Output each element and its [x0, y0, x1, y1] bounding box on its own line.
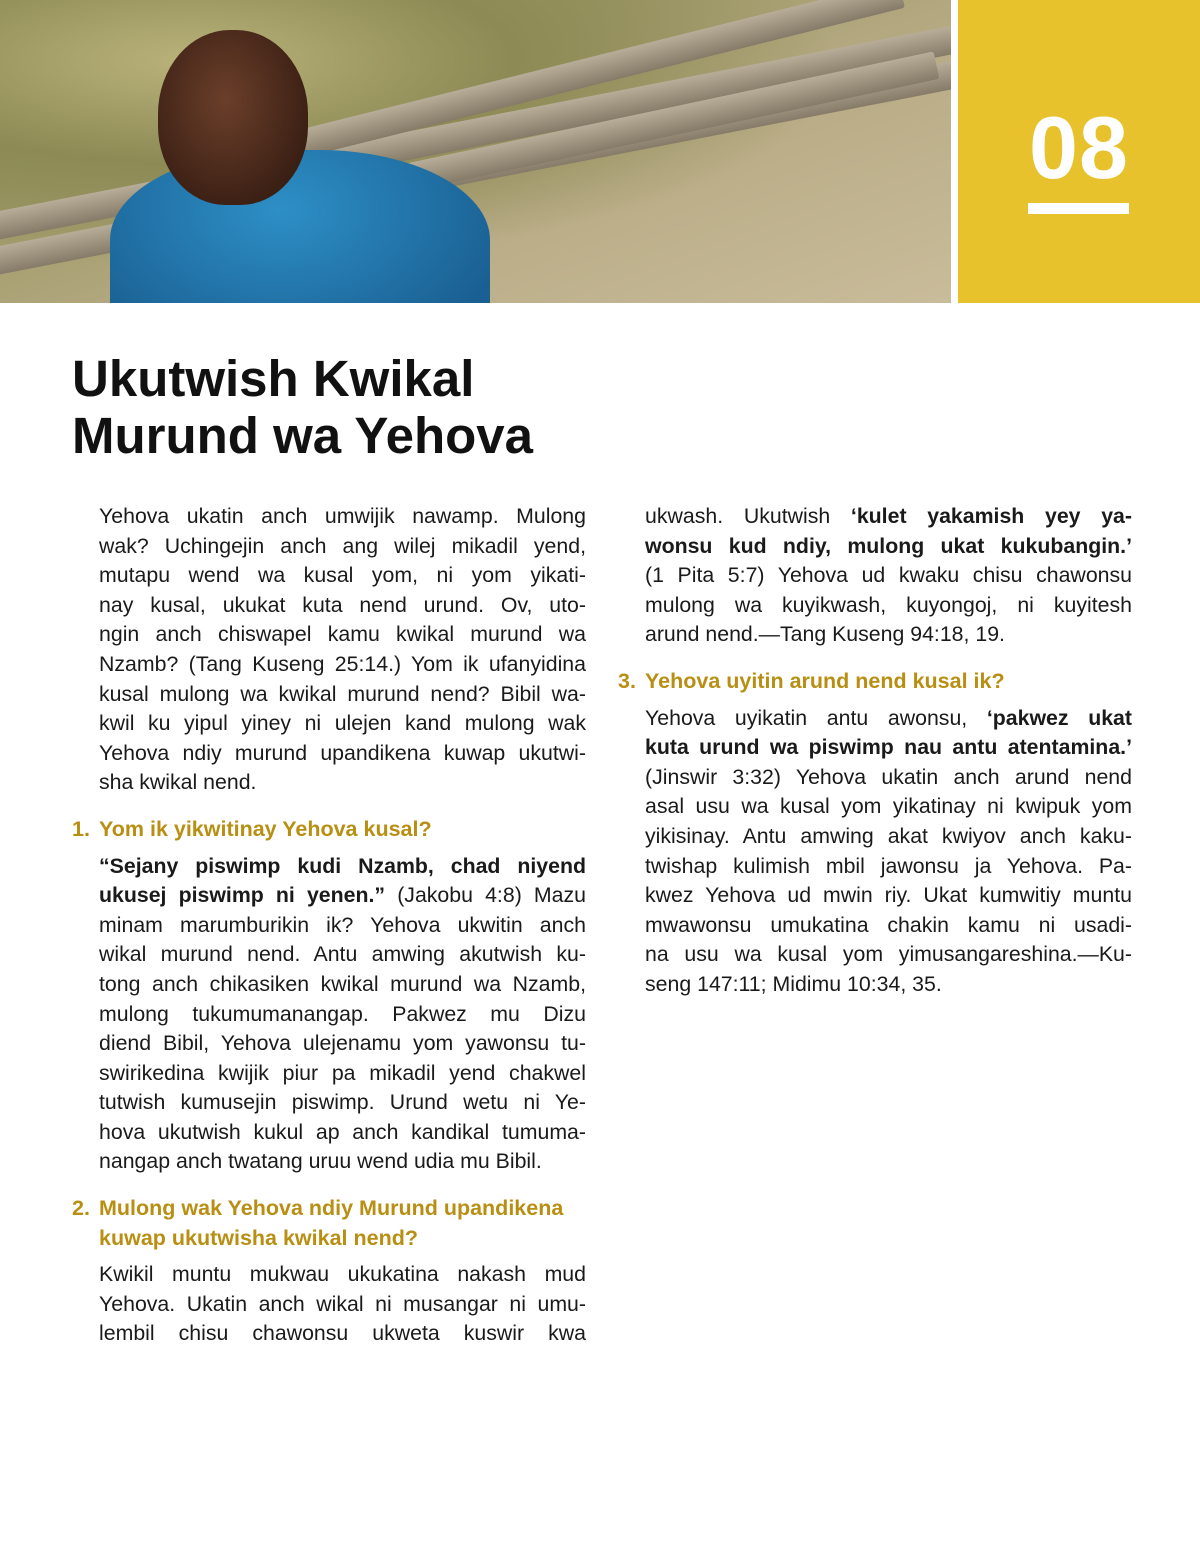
- body-text: tong anch chikasiken kwikal murund wa Nzamb,: [99, 971, 586, 996]
- body-text: kwil ku yipul yiney ni ulejen kand mulong wak: [99, 711, 586, 736]
- body-text: ukwash. Ukutwish: [645, 504, 851, 528]
- text-line: [645, 763, 1132, 793]
- text-line: [99, 768, 586, 798]
- bold-scripture-text: kuta urund wa piswimp nau antu atentamina.’: [645, 735, 1132, 760]
- text-line: [645, 881, 1132, 911]
- text-line: [99, 680, 586, 710]
- paragraph: [99, 502, 586, 798]
- left-column: [72, 502, 586, 1349]
- text-line: [99, 1059, 586, 1089]
- body-text: Yehova uyikatin antu awonsu,: [645, 705, 987, 730]
- page-title: [72, 350, 533, 464]
- bold-scripture-text: wonsu kud ndiy, mulong ukat kukubangin.’: [645, 533, 1132, 558]
- title-line: Ukutwish Kwikal: [72, 350, 475, 407]
- person-head: [158, 30, 308, 205]
- text-line: [99, 739, 586, 769]
- question-number: 2.: [72, 1196, 90, 1221]
- text-line: [99, 1000, 586, 1030]
- body-text: (1 Pita 5:7) Yehova ud kwaku chisu chawonsu: [645, 563, 1132, 588]
- question-number: 3.: [618, 668, 636, 693]
- text-line: [645, 704, 1132, 734]
- text-line: [99, 709, 586, 739]
- text-line: [645, 911, 1132, 941]
- person-shirt: [110, 150, 490, 303]
- body-text: mulong tukumumanangap. Pakwez mu Dizu: [99, 1001, 586, 1026]
- body-text: Yehova ukatin anch umwijik nawamp. Mulong: [99, 504, 586, 528]
- body-text: Kwikil muntu mukwau ukukatina nakash mud: [99, 1262, 586, 1287]
- body-text: Yehova. Ukatin anch wikal ni musangar ni umu-: [99, 1291, 586, 1316]
- body-text: (Jakobu 4:8) Mazu: [385, 883, 586, 908]
- body-text: arund nend.—Tang Kuseng 94:18, 19.: [645, 622, 1005, 647]
- header-photo: [0, 0, 951, 303]
- text-line: [99, 911, 586, 941]
- text-line: [645, 792, 1132, 822]
- text-line: [99, 591, 586, 621]
- body-text: na usu wa kusal yom yimusangareshina.—Ku-: [645, 942, 1132, 967]
- question-number: 1.: [72, 816, 90, 841]
- question-line: [72, 1194, 586, 1224]
- text-line: [645, 591, 1132, 621]
- text-line: [99, 532, 586, 562]
- body-text: wikal murund nend. Antu amwing akutwish ku-: [99, 942, 586, 967]
- title-line: Murund wa Yehova: [72, 407, 533, 464]
- text-line: [99, 881, 586, 911]
- body-text: Nzamb? (Tang Kuseng 25:14.) Yom ik ufanyidina: [99, 651, 586, 676]
- bold-scripture-text: ukusej piswimp ni yenen.”: [99, 883, 386, 908]
- body-text: seng 147:11; Midimu 10:34, 35.: [645, 971, 942, 996]
- text-line: [99, 852, 586, 882]
- text-line: [645, 852, 1132, 882]
- text-line: [645, 620, 1132, 650]
- text-line: [99, 1118, 586, 1148]
- paragraph: [99, 1260, 586, 1349]
- text-line: [645, 561, 1132, 591]
- text-line: [99, 1029, 586, 1059]
- text-line: [645, 502, 1132, 532]
- body-text: mulong wa kuyikwash, kuyongoj, ni kuyitesh: [645, 592, 1132, 617]
- text-line: [99, 1088, 586, 1118]
- text-line: [99, 970, 586, 1000]
- body-text: hova ukutwish kukul ap anch kandikal tumuma-: [99, 1119, 586, 1144]
- body-text: minam marumburikin ik? Yehova ukwitin anch: [99, 912, 586, 937]
- lesson-underline: [1028, 203, 1129, 214]
- text-line: [645, 733, 1132, 763]
- body-text: nay kusal, ukukat kuta nend urund. Ov, uto-: [99, 592, 586, 617]
- bold-scripture-text: “Sejany piswimp kudi Nzamb, chad niyend: [99, 853, 586, 878]
- text-line: [645, 822, 1132, 852]
- lesson-badge: [958, 0, 1200, 303]
- question-text: Yom ik yikwitinay Yehova kusal?: [99, 816, 432, 841]
- text-line: [645, 940, 1132, 970]
- body-text: (Jinswir 3:32) Yehova ukatin anch arund nend: [645, 764, 1132, 789]
- text-line: [99, 502, 586, 532]
- text-line: [99, 650, 586, 680]
- text-line: [645, 532, 1132, 562]
- question-line: [618, 667, 1132, 697]
- bold-scripture-text: ‘kulet yakamish yey ya-: [850, 504, 1132, 528]
- text-line: [99, 1147, 586, 1177]
- paragraph: [645, 502, 1132, 650]
- body-text: kwez Yehova ud mwin riy. Ukat kumwitiy muntu: [645, 883, 1132, 908]
- question-text: kuwap ukutwisha kwikal nend?: [99, 1225, 418, 1250]
- question-line: [72, 815, 586, 845]
- lesson-number: 08: [1029, 98, 1129, 197]
- question-heading: [618, 667, 1132, 697]
- body-text: twishap kulimish mbil jawonsu ja Yehova. Pa-: [645, 853, 1132, 878]
- body-text: ngin anch chiswapel kamu kwikal murund wa: [99, 622, 586, 647]
- text-line: [99, 1319, 586, 1349]
- body-text: swirikedina kwijik piur pa mikadil yend chakwel: [99, 1060, 586, 1085]
- question-heading: [72, 815, 586, 845]
- body-text: nangap anch twatang uruu wend udia mu Bibil.: [99, 1149, 542, 1174]
- body-text: kusal mulong wa kwikal murund nend? Bibil wa-: [99, 681, 586, 706]
- body-text: lembil chisu chawonsu ukweta kuswir kwa: [99, 1321, 586, 1346]
- text-line: [99, 1290, 586, 1320]
- body-text: wak? Uchingejin anch ang wilej mikadil yend,: [99, 533, 586, 558]
- body-text: Yehova ndiy murund upandikena kuwap ukutwi-: [99, 740, 586, 765]
- body-text: diend Bibil, Yehova ulejenamu yom yawonsu tu-: [99, 1031, 586, 1056]
- question-text: Mulong wak Yehova ndiy Murund upandikena: [99, 1196, 564, 1221]
- paragraph: [99, 852, 586, 1178]
- right-column: [618, 502, 1132, 1000]
- body-text: mutapu wend wa kusal yom, ni yom yikati-: [99, 563, 586, 588]
- text-line: [99, 940, 586, 970]
- text-line: [99, 561, 586, 591]
- text-line: [99, 1260, 586, 1290]
- body-text: yikisinay. Antu amwing akat kwiyov anch kaku-: [645, 823, 1132, 848]
- paragraph: [645, 704, 1132, 1000]
- question-text: Yehova uyitin arund nend kusal ik?: [645, 668, 1005, 693]
- body-text: asal usu wa kusal yom yikatinay ni kwipuk yom: [645, 794, 1132, 819]
- body-text: tutwish kumusejin piswimp. Urund wetu ni Ye-: [99, 1090, 586, 1115]
- body-text: mwawonsu umukatina chakin kamu ni usadi-: [645, 912, 1132, 937]
- body-text: sha kwikal nend.: [99, 770, 257, 795]
- text-line: [645, 970, 1132, 1000]
- bold-scripture-text: ‘pakwez ukat: [986, 705, 1132, 730]
- question-line: [72, 1224, 586, 1254]
- question-heading: [72, 1194, 586, 1253]
- text-line: [99, 620, 586, 650]
